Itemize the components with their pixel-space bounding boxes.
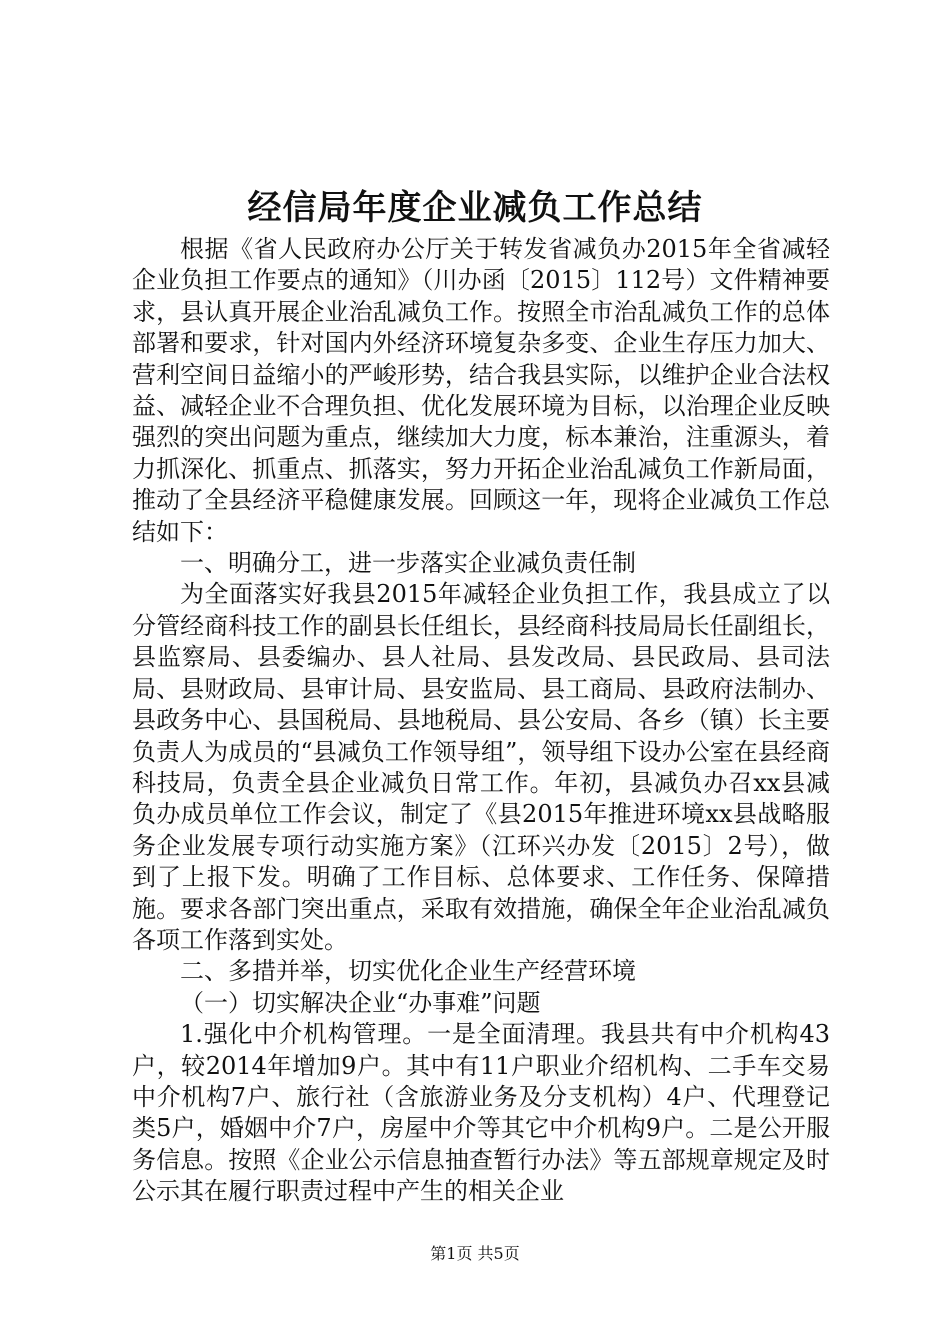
section-heading-1: 一、明确分工，进一步落实企业减负责任制: [180, 549, 636, 578]
section-heading-2: 二、多措并举，切实优化企业生产经营环境: [180, 957, 636, 986]
paragraph-section-1: 为全面落实好我县2015年减轻企业负担工作，我县成立了以分管经商科技工作的副县长任组长，县经商科技局局长任副组长，县监察局、县委编办、县人社局、县发改局、县民政局、县司法局、县财政局、县审计局、县安监局、县工商局、县政府法制办、县政务中心、县国税局、县地税局、县公安局、各乡（镇）长主要负责人为成员的“县减负工作领导组”，领导组下设办公室在县经商科技局，负责全县企业减负日常工作。年初，县减负办召xx县减负办成员单位工作会议，制定了《县2015年推进环境xx县战略服务企业发展专项行动实施方案》（江环兴办发〔2015〕2号），做到了上报下发。明确了工作目标、总体要求、工作任务、保障措施。要求各部门突出重点，采取有效措施，确保全年企业治乱减负各项工作落到实处。: [132, 580, 830, 954]
subsection-heading-2-1: （一）切实解决企业“办事难”问题: [180, 988, 541, 1017]
page-number: 第1页 共5页: [430, 1244, 520, 1263]
paragraph-intro: 根据《省人民政府办公厅关于转发省减负办2015年全省减轻企业负担工作要点的通知》（川办函〔2015〕112号）文件精神要求，县认真开展企业治乱减负工作。按照全市治乱减负工作的总体部署和要求，针对国内外经济环境复杂多变、企业生存压力加大、营利空间日益缩小的严峻形势，结合我县实际，以维护企业合法权益、减轻企业不合理负担、优化发展环境为目标，以治理企业反映强烈的突出问题为重点，继续加大力度，标本兼治，注重源头，着力抓深化、抓重点、抓落实，努力开拓企业治乱减负工作新局面，推动了全县经济平稳健康发展。回顾这一年，现将企业减负工作总结如下：: [132, 235, 830, 546]
paragraph-section-2-1: 1.强化中介机构管理。一是全面清理。我县共有中介机构43户，较2014年增加9户。其中有11户职业介绍机构、二手车交易中介机构7户、旅行社（含旅游业务及分支机构）4户、代理登记类5户，婚姻中介7户，房屋中介等其它中介机构9户。二是公开服务信息。按照《企业公示信息抽查暂行办法》等五部规章规定及时公示其在履行职责过程中产生的相关企业: [132, 1020, 830, 1206]
document-body: [132, 234, 830, 1208]
document-title: 经信局年度企业减负工作总结: [247, 188, 703, 228]
